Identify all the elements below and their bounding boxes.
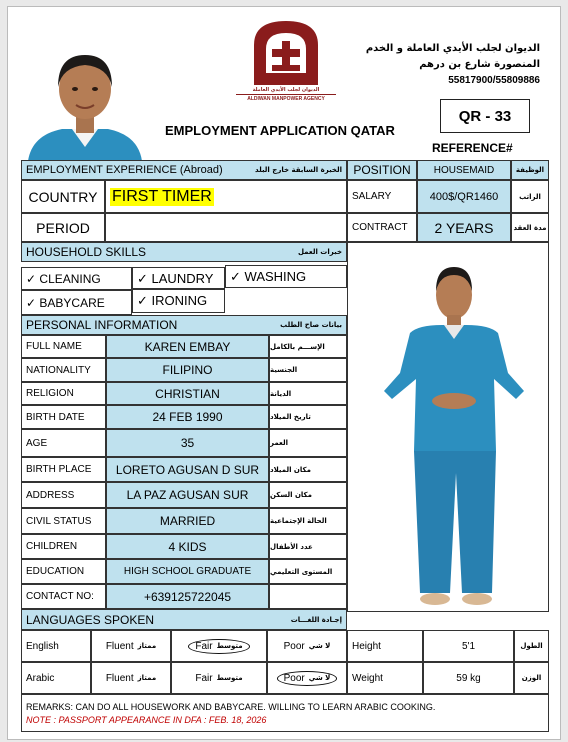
- selected-oval: [188, 639, 249, 654]
- salary-label-arabic: الراتب: [511, 180, 549, 213]
- language-english-poor: [267, 630, 347, 662]
- application-form: [7, 6, 561, 740]
- period-label: PERIOD: [21, 213, 105, 242]
- info-label-age: AGE: [21, 429, 106, 457]
- info-arabic-birth-place: مكان الميلاد: [269, 457, 347, 482]
- position-label-arabic: الوظيفة: [511, 160, 549, 180]
- logo-english-caption: ALDIWAN MANPOWER AGENCY: [236, 94, 336, 103]
- weight-label: Weight: [347, 662, 423, 694]
- section-label: PERSONAL INFORMATION: [26, 318, 178, 332]
- info-label-address: ADDRESS: [21, 482, 106, 508]
- option-label-arabic: متوسط: [216, 674, 243, 682]
- headshot-photo: [20, 43, 150, 161]
- full-body-photo-frame: [347, 242, 549, 612]
- info-arabic-age: العمر: [269, 429, 347, 457]
- skill-label: WASHING: [244, 269, 307, 284]
- option-label: Fair: [195, 672, 213, 684]
- period-value: [105, 213, 347, 242]
- info-value-nationality: FILIPINO: [106, 358, 269, 382]
- info-label-contact: CONTACT NO:: [21, 584, 106, 609]
- height-label-arabic: الطول: [514, 630, 549, 662]
- section-label: LANGUAGES SPOKEN: [26, 612, 155, 627]
- option-label: Poor: [283, 640, 305, 652]
- check-icon: ✓: [26, 271, 37, 286]
- section-employment-experience: [21, 160, 347, 180]
- option-label-arabic: ممتاز: [137, 674, 157, 682]
- agency-name-line1: الديوان لجلب الأيدي العاملة و الخدم: [365, 43, 540, 54]
- section-personal-information: [21, 315, 347, 335]
- language-english-fair: [171, 630, 267, 662]
- skill-label: CLEANING: [39, 271, 101, 286]
- reference-label: REFERENCE#: [432, 141, 513, 155]
- info-arabic-religion: الديانة: [269, 382, 347, 405]
- full-body-photo: [348, 243, 548, 611]
- info-arabic-children: عدد الأطفال: [269, 534, 347, 559]
- language-arabic-fair: [171, 662, 267, 694]
- info-arabic-nationality: الجنسية: [269, 358, 347, 382]
- skill-babycare: [21, 290, 132, 315]
- country-label: COUNTRY: [21, 180, 105, 213]
- option-label-arabic: لا شي: [308, 674, 331, 682]
- selected-oval: [277, 671, 338, 686]
- language-name-english: English: [21, 630, 91, 662]
- country-value: FIRST TIMER: [112, 187, 212, 205]
- info-value-full-name: KAREN EMBAY: [106, 335, 269, 358]
- position-label: POSITION: [347, 160, 417, 180]
- info-label-full-name: FULL NAME: [21, 335, 106, 358]
- agency-arabic-name: [366, 41, 540, 73]
- reference-code-box: QR - 33: [440, 99, 530, 133]
- info-label-birth-date: BIRTH DATE: [21, 405, 106, 429]
- language-arabic-fluent: [91, 662, 171, 694]
- contract-label: CONTRACT: [347, 213, 417, 242]
- info-value-address: LA PAZ AGUSAN SUR: [106, 482, 269, 508]
- info-label-nationality: NATIONALITY: [21, 358, 106, 382]
- option-label-arabic: متوسط: [216, 642, 243, 650]
- info-value-civil-status: MARRIED: [106, 508, 269, 534]
- salary-label: SALARY: [347, 180, 417, 213]
- info-value-age: 35: [106, 429, 269, 457]
- check-icon: ✓: [137, 270, 148, 286]
- info-arabic-civil-status: الحالة الإجتماعية: [269, 508, 347, 534]
- option-label: Fluent: [105, 640, 134, 652]
- info-label-religion: RELIGION: [21, 382, 106, 405]
- section-languages-spoken: [21, 609, 347, 630]
- info-value-birth-place: LORETO AGUSAN D SUR: [106, 457, 269, 482]
- language-arabic-poor: [267, 662, 347, 694]
- section-household-skills: [21, 242, 347, 262]
- section-label-arabic: إجـادة اللغـــات: [290, 615, 342, 624]
- option-label-arabic: لا شي: [308, 642, 331, 650]
- info-value-education: HIGH SCHOOL GRADUATE: [106, 559, 269, 584]
- language-name-arabic: Arabic: [21, 662, 91, 694]
- remarks-box: [21, 694, 549, 732]
- option-label: Fluent: [105, 672, 134, 684]
- language-english-fluent: [91, 630, 171, 662]
- info-label-birth-place: BIRTH PLACE: [21, 457, 106, 482]
- info-value-contact: +639125722045: [106, 584, 269, 609]
- height-value: 5'1: [423, 630, 514, 662]
- section-label-arabic: الخبرة السابقة خارج البلد: [255, 166, 342, 174]
- info-label-civil-status: CIVIL STATUS: [21, 508, 106, 534]
- weight-value: 59 kg: [423, 662, 514, 694]
- contract-value: 2 YEARS: [417, 213, 511, 242]
- passport-note: NOTE : PASSPORT APPEARANCE IN DFA : FEB. 18, 2026: [26, 714, 267, 725]
- check-icon: ✓: [137, 292, 148, 308]
- agency-address-line: المنصورة شارع بن درهم: [419, 59, 540, 70]
- info-label-children: CHILDREN: [21, 534, 106, 559]
- skill-label: IRONING: [151, 293, 208, 308]
- option-label-arabic: ممتاز: [137, 642, 157, 650]
- info-label-education: EDUCATION: [21, 559, 106, 584]
- agency-logo: [236, 15, 336, 105]
- info-arabic-education: المستوى التعليمي: [269, 559, 347, 584]
- section-label: EMPLOYMENT EXPERIENCE (Abroad): [26, 164, 223, 176]
- contract-label-arabic: مدة العقد: [511, 213, 549, 242]
- info-value-children: 4 KIDS: [106, 534, 269, 559]
- skill-ironing: [132, 288, 225, 313]
- check-icon: ✓: [230, 268, 241, 284]
- height-label: Height: [347, 630, 423, 662]
- skill-washing: [225, 265, 347, 288]
- remarks-text: REMARKS: CAN DO ALL HOUSEWORK AND BABYCARE. WILLING TO LEARN ARABIC COOKING.: [26, 701, 436, 712]
- weight-label-arabic: الوزن: [514, 662, 549, 694]
- skill-label: LAUNDRY: [151, 271, 214, 286]
- skill-laundry: [132, 267, 225, 290]
- info-arabic-contact: [269, 584, 347, 609]
- info-arabic-birth-date: تاريخ الميلاد: [269, 405, 347, 429]
- country-value-cell: [105, 180, 347, 213]
- info-value-birth-date: 24 FEB 1990: [106, 405, 269, 429]
- agency-phones: 55817900/55809886: [448, 75, 540, 86]
- option-label: Poor: [283, 672, 305, 684]
- section-label-arabic: خبرات العمل: [297, 248, 342, 256]
- salary-value: 400$/QR1460: [417, 180, 511, 213]
- position-value: HOUSEMAID: [417, 160, 511, 180]
- section-label-arabic: بيانات صاح الطلب: [280, 321, 342, 329]
- page-title: EMPLOYMENT APPLICATION QATAR: [165, 123, 395, 138]
- skill-label: BABYCARE: [39, 295, 105, 310]
- section-label: HOUSEHOLD SKILLS: [26, 245, 147, 259]
- logo-arabic-caption: الديوان لجلب الأيدي العاملة: [252, 87, 320, 93]
- option-label: Fair: [195, 640, 213, 652]
- info-arabic-address: مكان السكن: [269, 482, 347, 508]
- skill-cleaning: [21, 267, 132, 290]
- info-value-religion: CHRISTIAN: [106, 382, 269, 405]
- info-arabic-full-name: الإســـم بالكامل: [269, 335, 347, 358]
- check-icon: ✓: [26, 295, 37, 310]
